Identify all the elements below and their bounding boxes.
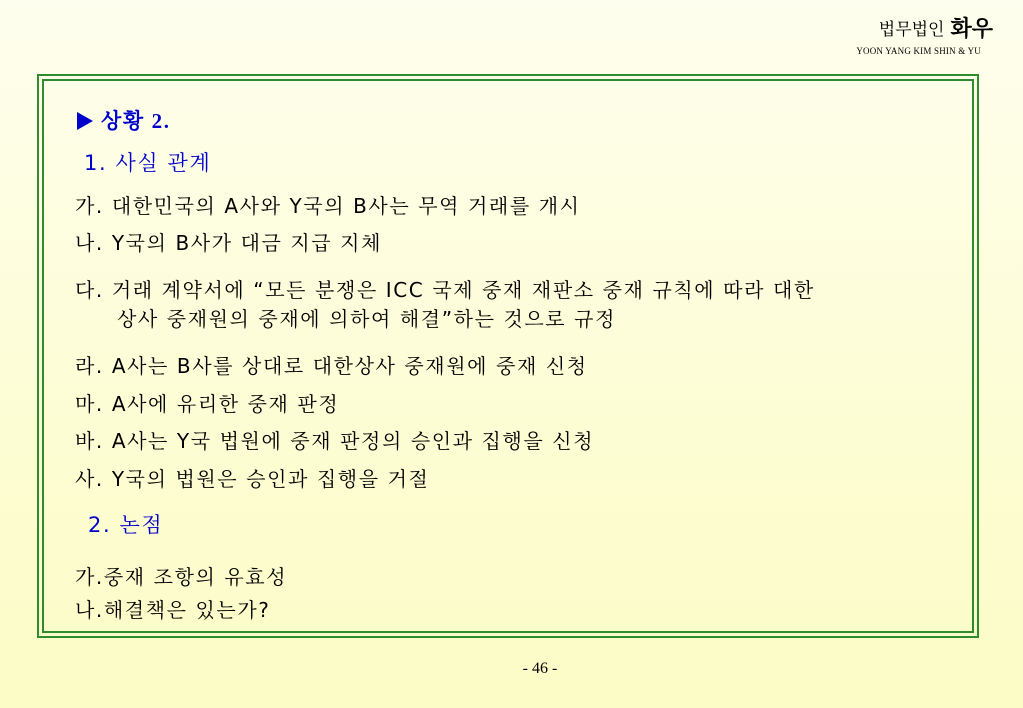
fact-item-na: 나. Y국의 B사가 대금 지급 지체	[75, 231, 383, 255]
firm-name-strong: 화우	[950, 17, 993, 42]
fact-item-sa: 사. Y국의 법원은 승인과 집행을 거절	[75, 467, 430, 491]
fact-item-ra: 라. A사는 B사를 상대로 대한상사 중재원에 중재 신청	[75, 354, 588, 378]
firm-logo	[856, 18, 993, 56]
slide-heading-text: 상황 2.	[101, 109, 171, 133]
fact-item-ga: 가. 대한민국의 A사와 Y국의 B사는 무역 거래를 개시	[75, 194, 581, 218]
firm-name-prefix: 법무법인	[878, 20, 945, 40]
slide-content	[38, 74, 998, 638]
issue-item-ga: 가.중재 조항의 유효성	[75, 565, 288, 589]
firm-name-english: YOON YANG KIM SHIN & YU	[856, 46, 981, 56]
fact-item-ba: 바. A사는 Y국 법원에 중재 판정의 승인과 집행을 신청	[75, 429, 595, 453]
slide-heading	[77, 109, 171, 133]
fact-item-da-continued: 상사 중재원의 중재에 의하여 해결”하는 것으로 규정	[117, 307, 617, 331]
issue-item-na: 나.해결책은 있는가?	[75, 598, 271, 622]
page-number: - 46 -	[522, 660, 558, 677]
fact-item-da: 다. 거래 계약서에 “모든 분쟁은 ICC 국제 중재 재판소 중재 규칙에 따라 대한	[75, 278, 815, 302]
fact-item-ma: 마. A사에 유리한 중재 판정	[75, 392, 340, 416]
play-triangle-icon	[77, 112, 93, 130]
firm-name-korean	[856, 18, 993, 42]
section-title-facts: 1. 사실 관계	[84, 151, 212, 175]
section-title-issues: 2. 논점	[88, 513, 164, 537]
